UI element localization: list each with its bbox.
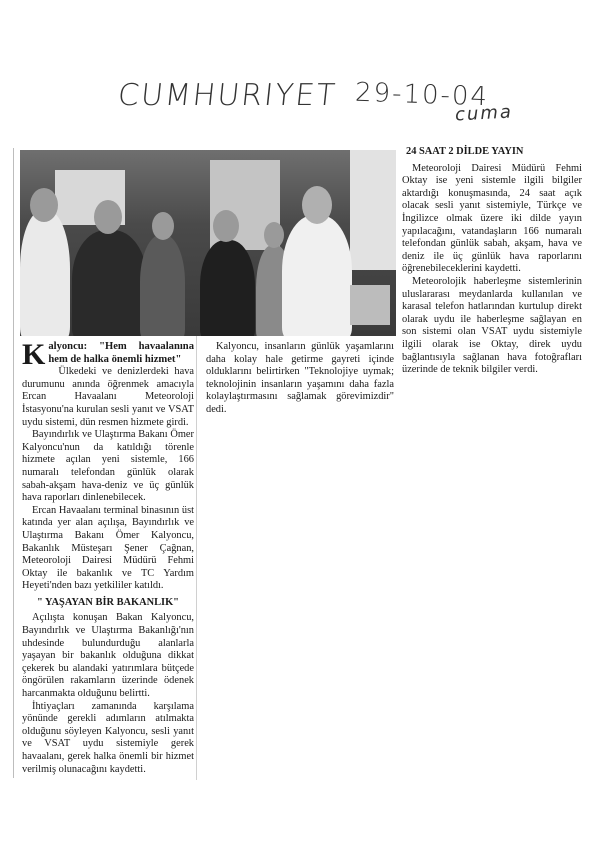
column-divider [196, 335, 197, 780]
handwritten-newspaper-name: CUMHURIYET [116, 78, 339, 113]
paragraph: Kalyoncu, insanların günlük yaşamlarını daha kolay hale getirme gayreti içinde olduklarını belirtirken "Teknolojiye uymak; teknolojinin insanların yaşamını daha fazla kolaylaştırmasını sağlamak görevimizdir" dedi. [206, 341, 394, 415]
paragraph: İhtiyaçları zamanında karşılama yönünde gerekli adımların atılmakta olduğunu söyleyen Kalyoncu, sesli yanıt ve VSAT uydu sistemiyle gerek havaalanı, gerek halka önemli bir hizmet verilmiş olunacağını kaydetti. [22, 700, 194, 775]
photo-of-officials-at-ceremony-icon [20, 150, 396, 336]
paragraph: Açılışta konuşan Bakan Kalyoncu, Bayındırlık ve Ulaştırma Bakanlığı'nın uhdesinde bulundurduğu alanlarla yaşayan bir bakanlık olduğuna dikkat çekerek bu alandaki yatırımlara bütçede öngörülen rakamların üzerinde ödenek harcanmakta olduğunu belirtti. [22, 612, 194, 700]
handwritten-date: 29-10-04 [354, 77, 490, 113]
article-column-2 [206, 341, 394, 417]
paragraph: Ercan Havaalanı terminal binasının üst katında yer alan açılışa, Bayındırlık ve Ulaştırma Bakanı Ömer Kalyoncu, Bakanlık Müsteşarı Şener Çağnan, Meteoroloji Dairesi Müdürü Fehmi Oktay ile bakanlık ve TC Yardım Heyeti'nden bazı yetkililer katıldı. [22, 504, 194, 592]
caption-text: alyoncu: "Hem havaalanına hem de halka önemli hizmet" [48, 341, 194, 365]
handwritten-day: cuma [454, 101, 514, 126]
clipping-edge [13, 148, 14, 778]
paragraph: Bayındırlık ve Ulaştırma Bakanı Ömer Kalyoncu'nun da katıldığı törenle hizmete açılan yeni sistemle, 166 numaralı telefondan günlük olarak sabah-akşam hava-deniz ve üç günlük hava raporları dinlenebilecek. [22, 429, 194, 504]
paragraph: Meteoroloji Dairesi Müdürü Fehmi Oktay ise yeni sistemle ilgili bilgiler aktardığı konuşmasında, 24 saat açık olacak sesli yanıt sistemiyle, Türkçe ve İngilizce olmak üzere iki dilde yayın yapılacağını, vatandaşların 166 numaralı telefondan günlük sabah, akşam, hava ve deniz ile üç günlük hava raporlarını öğrenebileceklerini kaydetti. [402, 162, 582, 275]
photo-caption [22, 338, 194, 371]
subheading-24-saat-2-dilde-yayin: 24 SAAT 2 DİLDE YAYIN [406, 146, 524, 157]
paragraph: Ülkedeki ve denizlerdeki hava durumunu anında öğrenmek amacıyla Ercan Havaalanı Meteoroloji İstasyonu'na kurulan sesli yanıt ve VSAT uydu sistemi, dün resmen hizmete girdi. [22, 366, 194, 428]
article-column-3 [402, 146, 582, 377]
subheading-yasayan-bir-bakanlik: " YAŞAYAN BİR BAKANLIK" [37, 596, 179, 608]
caption-initial: K [22, 338, 46, 371]
paragraph: Meteorolojik haberleşme sistemlerinin uluslararası meydanlarda kullanılan ve karasal telefon hatlarından kurtulup direkt olarak uydu ile haberleşme sağlayan en son sistemi olan VSAT uydu sistemiyle ilgili olarak ise Oktay, direk uydu bağlantısıyla sağlanan hava fotoğrafları üzerinde de teknik bilgiler verdi. [402, 275, 582, 376]
article-column-1 [22, 338, 194, 776]
